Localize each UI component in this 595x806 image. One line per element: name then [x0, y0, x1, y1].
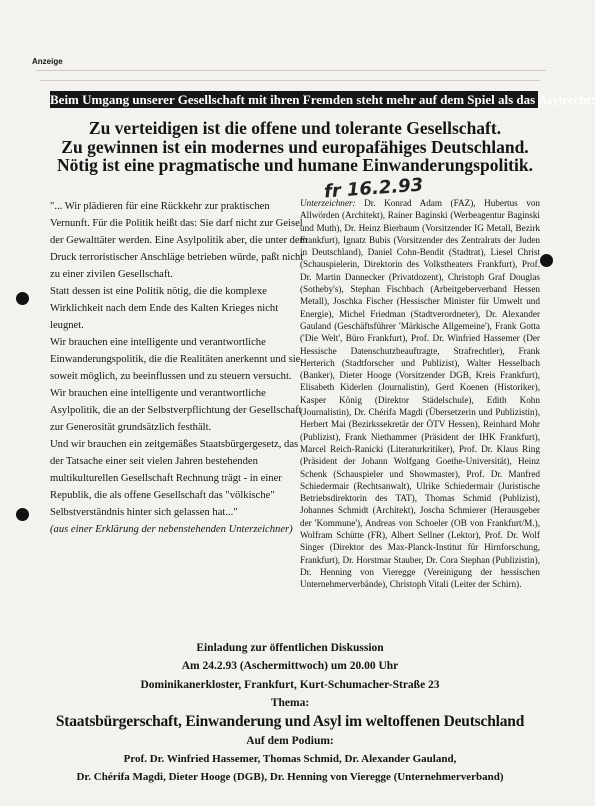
- event-panel-line-1: Prof. Dr. Winfried Hassemer, Thomas Schmid, Dr. Alexander Gauland,: [123, 753, 457, 765]
- quote-paragraph: Wir brauchen eine intelligente und verantwortliche Einwanderungspolitik, die die Realitäten anerkennt und sie, soweit möglich, zu beeinflussen und zu steuern versucht. Wir brauchen eine intelligente und verantwortliche Asylpolitik, die an der Selbstverpflichtung der Gesellschaft zur Generosität grundsätzlich festhält.: [50, 337, 304, 433]
- quote-column: [50, 198, 308, 538]
- event-panel-label: Auf dem Podium:: [246, 735, 334, 747]
- signatories-label: Unterzeichner:: [300, 198, 356, 208]
- quote-paragraph: Und wir brauchen ein zeitgemäßes Staatsbürgergesetz, das der Tatsache einer seit vielen Jahren bestehenden multikulturellen Gesellschaft Rechnung trägt - in einer Republik, die als offene Gesellschaft das "völkische" Selbstverständnis hinter sich gelassen hat...": [50, 439, 299, 518]
- signatories-list: Dr. Konrad Adam (FAZ), Hubertus von Allwörden (Architekt), Rainer Baginski (Werbeagentur Baginski und Muth), Dr. Heinz Bierbaum (Vorsitzender IG Metall, Bezirk Frankfurt), Ignatz Bubis (Vorsitzender des Zentralrats der Juden in Deutschland), Daniel Cohn-Bendit (Stadtrat), Liesel Christ (Schauspielerin, Direktorin des Volkstheaters Frankfurt), Prof. Dr. Martin Dannecker (Privatdozent), Christoph Graf Douglas (Sotheby's), Stephan Fischbach (Arbeitgeberverband Hessen Metall), Joschka Fischer (Hessischer Minister für Umwelt und Energie), Michel Friedman (Stadtverordneter), Dr. Alexander Gauland (Geschäftsführer 'Märkische Allgemeine'), Frank Gotta ('Die Welt', Büro Frankfurt), Prof. Dr. Winfried Hassemer (Der Hessische Datenschutzbeauftragte, Strafrechtler), Frank Herterich (Stadtforscher und Publizist), Walter Hesselbach (Banker), Dieter Hooge (Vorsitzender DGB, Kreis Frankfurt), Elisabeth Kiderlen (Journalistin), Gerd Koenen (Historiker), Kasper König (Direktor Städelschule), Edith Kohn (Journalistin), Dr. Chérifa Magdi (Übersetzerin und Publizistin), Herbert Mai (Bezirkssekretär der ÖTV Hessen), Reinhard Mohr (Publizist), Frank Niethammer (Präsident der IHK Frankfurt), Marcel Reich-Ranicki (Literaturkritiker), Prof. Dr. Klaus Ring (Präsident der Johann Wolfgang Goethe-Universität), Heinz Schenk (Schauspieler und Showmaster), Prof. Dr. Manfred Schiedermair (Rechtsanwalt), Ulrike Schiedermair (Juristische Betriebsdirektorin des TAT), Thomas Schmid (Publizist), Johannes Schmidt (Architekt), Joscha Schmierer (Herausgeber der 'Kommune'), Andreas von Schoeler (OB von Frankfurt/M.), Wolfram Schütte (FR), Albert Sellner (Lektor), Prof. Dr. Wolf Singer (Direktor des Max-Planck-Institut für Hirnforschung, Frankfurt), Dr. Horstmar Stauber, Dr. Cora Stephan (Publizistin), Dr. Henning von Vieregge (Vereinigung der hessischen Unternehmerverbände), Christoph Vitali (Leiter der Schirn).: [300, 198, 541, 590]
- handwritten-date-note: fr 16.2.93: [323, 174, 424, 203]
- headline-line-1: Zu verteidigen ist die offene und tolerante Gesellschaft.: [88, 118, 502, 138]
- banner-headline: Beim Umgang unserer Gesellschaft mit ihren Fremden steht mehr auf dem Spiel als das Asylrecht:: [50, 92, 595, 107]
- punch-hole-mark: [540, 254, 553, 267]
- ad-label: Anzeige: [32, 57, 63, 66]
- headline-line-2: Zu gewinnen ist ein modernes und europafähiges Deutschland.: [61, 137, 529, 157]
- scan-artifact-line: [36, 70, 546, 71]
- quote-paragraph: "... Wir plädieren für eine Rückkehr zur praktischen Vernunft. Für die Politik heißt das: Sie darf nicht zur Geisel der Gewalttäter werden. Eine Asylpolitik aber, die unter dem Druck terroristischer Anschläge betrieben würde, paßt nicht zu einer zivilen Gesellschaft.: [50, 201, 308, 280]
- quote-paragraph: Statt dessen ist eine Politik nötig, die die komplexe Wirklichkeit nach dem Ende des Kalten Krieges nicht leugnet.: [50, 286, 279, 331]
- event-location: Dominikanerkloster, Frankfurt, Kurt-Schumacher-Straße 23: [140, 679, 440, 691]
- scan-artifact-line: [40, 80, 540, 81]
- headline-line-3: Nötig ist eine pragmatische und humane Einwanderungspolitik.: [57, 155, 533, 175]
- event-invitation: Einladung zur öffentlichen Diskussion: [196, 642, 384, 654]
- event-theme: Staatsbürgerschaft, Einwanderung und Asyl im weltoffenen Deutschland: [55, 713, 525, 730]
- event-panel-line-2: Dr. Chérifa Magdi, Dieter Hooge (DGB), Dr. Henning von Vieregge (Unternehmerverband): [76, 771, 504, 783]
- event-date: Am 24.2.93 (Aschermittwoch) um 20.00 Uhr: [181, 660, 399, 672]
- punch-hole-mark: [16, 292, 29, 305]
- punch-hole-mark: [16, 508, 29, 521]
- event-theme-label: Thema:: [270, 697, 310, 709]
- signatories-column: [300, 197, 540, 591]
- quote-source: (aus einer Erklärung der nebenstehenden Unterzeichner): [50, 524, 293, 535]
